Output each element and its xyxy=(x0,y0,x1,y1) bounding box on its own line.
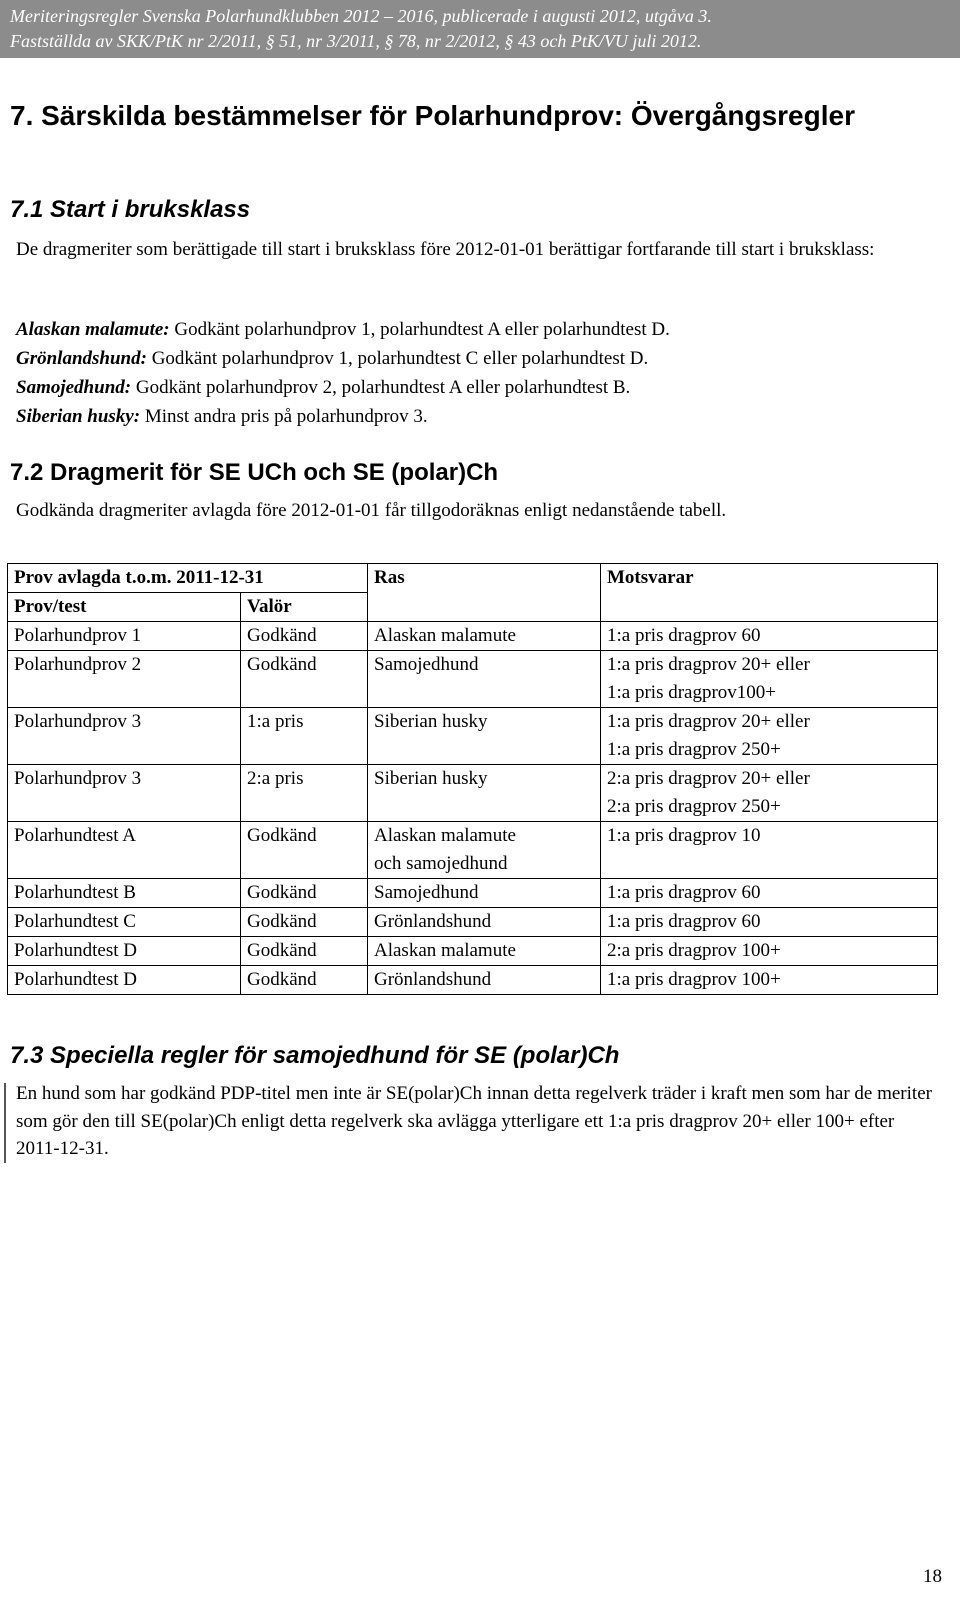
header-valor: Valör xyxy=(241,593,368,622)
merit-conversion-table xyxy=(7,563,938,995)
table-row xyxy=(8,937,938,966)
header-prov-avlagda: Prov avlagda t.o.m. 2011-12-31 xyxy=(8,564,368,593)
breed-rule-gronlandshund xyxy=(16,348,648,370)
cell-ras: Siberian husky xyxy=(368,708,601,765)
section-7-2-title: 7.2 Dragmerit för SE UCh och SE (polar)Ch xyxy=(10,459,499,486)
section-7-3-title: 7.3 Speciella regler för samojedhund för SE (polar)Ch xyxy=(10,1042,620,1069)
cell-ras: Grönlandshund xyxy=(368,908,601,937)
header-line-1: Meriteringsregler Svenska Polarhundklubben 2012 – 2016, publicerade i augusti 2012, utgåva 3. xyxy=(10,6,712,26)
cell-motsvarar: 1:a pris dragprov 60 xyxy=(601,908,938,937)
document-header xyxy=(0,0,960,58)
table-body xyxy=(8,622,938,995)
cell-motsvarar: 1:a pris dragprov 100+ xyxy=(601,966,938,995)
breed-rule-samojedhund xyxy=(16,377,630,399)
cell-motsvarar: 1:a pris dragprov 20+ eller 1:a pris dragprov100+ xyxy=(601,651,938,708)
cell-prov: Polarhundprov 3 xyxy=(8,765,241,822)
cell-prov: Polarhundtest D xyxy=(8,966,241,995)
cell-motsvarar: 1:a pris dragprov 20+ eller 1:a pris dragprov 250+ xyxy=(601,708,938,765)
cell-valor: Godkänd xyxy=(241,966,368,995)
table-row xyxy=(8,708,938,765)
cell-ras: Alaskan malamute och samojedhund xyxy=(368,822,601,879)
table-row xyxy=(8,651,938,708)
table-row xyxy=(8,765,938,822)
breed-name: Siberian husky: xyxy=(16,406,141,427)
breed-rule-text: Godkänt polarhundprov 2, polarhundtest A eller polarhundtest B. xyxy=(131,377,631,398)
cell-ras: Samojedhund xyxy=(368,879,601,908)
cell-ras: Alaskan malamute xyxy=(368,622,601,651)
breed-name: Alaskan malamute: xyxy=(16,319,170,340)
cell-valor: 1:a pris xyxy=(241,708,368,765)
table-row xyxy=(8,966,938,995)
section-7-3-text: En hund som har godkänd PDP-titel men inte är SE(polar)Ch innan detta regelverk träder i kraft men som har de meriter som gör den till SE(polar)Ch enligt detta regelverk ska avlägga ytterligare ett 1:a pris dragprov 20+ eller 100+ efter 2011-12-31. xyxy=(16,1083,932,1159)
breed-rule-text: Godkänt polarhundprov 1, polarhundtest C eller polarhundtest D. xyxy=(146,348,649,369)
cell-valor: Godkänd xyxy=(241,879,368,908)
breed-rule-text: Minst andra pris på polarhundprov 3. xyxy=(140,406,428,427)
breed-rule-text: Godkänt polarhundprov 1, polarhundtest A eller polarhundtest D. xyxy=(169,319,670,340)
cell-motsvarar: 1:a pris dragprov 60 xyxy=(601,622,938,651)
cell-valor: Godkänd xyxy=(241,937,368,966)
cell-prov: Polarhundtest D xyxy=(8,937,241,966)
cell-valor: Godkänd xyxy=(241,822,368,879)
cell-ras: Alaskan malamute xyxy=(368,937,601,966)
section-7-1-intro: De dragmeriter som berättigade till start i bruksklass före 2012-01-01 berättigar fortfarande till start i bruksklass: xyxy=(16,239,875,260)
breed-name: Samojedhund: xyxy=(16,377,132,398)
cell-prov: Polarhundtest C xyxy=(8,908,241,937)
cell-valor: 2:a pris xyxy=(241,765,368,822)
page-number: 18 xyxy=(923,1566,942,1587)
table-row xyxy=(8,622,938,651)
cell-ras: Grönlandshund xyxy=(368,966,601,995)
table-row xyxy=(8,822,938,879)
section-7-title: 7. Särskilda bestämmelser för Polarhundprov: Övergångsregler xyxy=(10,100,855,131)
cell-valor: Godkänd xyxy=(241,908,368,937)
cell-valor: Godkänd xyxy=(241,622,368,651)
table-row xyxy=(8,879,938,908)
cell-motsvarar: 1:a pris dragprov 10 xyxy=(601,822,938,879)
cell-motsvarar: 2:a pris dragprov 20+ eller 2:a pris dragprov 250+ xyxy=(601,765,938,822)
section-7-1-title: 7.1 Start i bruksklass xyxy=(10,196,251,223)
cell-motsvarar: 2:a pris dragprov 100+ xyxy=(601,937,938,966)
section-7-2-intro: Godkända dragmeriter avlagda före 2012-01-01 får tillgodoräknas enligt nedanstående tabell. xyxy=(16,500,727,521)
cell-ras: Samojedhund xyxy=(368,651,601,708)
breed-rule-alaskan-malamute xyxy=(16,319,670,341)
cell-prov: Polarhundprov 3 xyxy=(8,708,241,765)
breed-name: Grönlandshund: xyxy=(16,348,147,369)
table-row xyxy=(8,908,938,937)
header-ras: Ras xyxy=(368,564,601,622)
breed-rule-siberian-husky xyxy=(16,406,428,428)
cell-ras: Siberian husky xyxy=(368,765,601,822)
cell-motsvarar: 1:a pris dragprov 60 xyxy=(601,879,938,908)
cell-prov: Polarhundprov 1 xyxy=(8,622,241,651)
revision-bar xyxy=(4,1083,6,1163)
cell-prov: Polarhundprov 2 xyxy=(8,651,241,708)
header-prov-test: Prov/test xyxy=(8,593,241,622)
header-motsvarar: Motsvarar xyxy=(601,564,938,622)
cell-prov: Polarhundtest A xyxy=(8,822,241,879)
cell-valor: Godkänd xyxy=(241,651,368,708)
header-line-2: Fastställda av SKK/PtK nr 2/2011, § 51, nr 3/2011, § 78, nr 2/2012, § 43 och PtK/VU juli 2012. xyxy=(10,31,702,51)
cell-prov: Polarhundtest B xyxy=(8,879,241,908)
table-header-row xyxy=(8,564,938,593)
